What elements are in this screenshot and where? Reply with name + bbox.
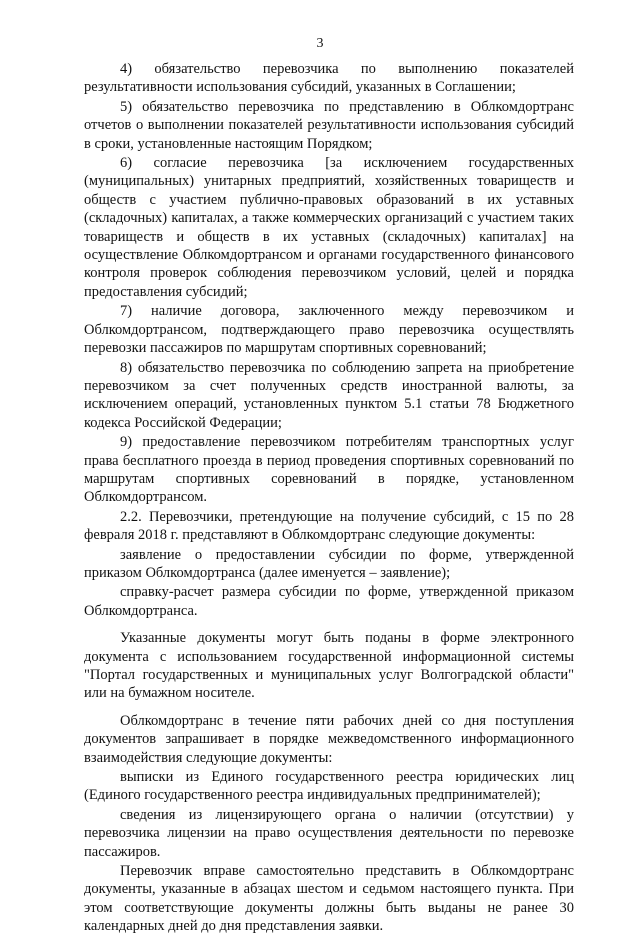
- paragraph-license-info: сведения из лицензирующего органа о наличии (отсутствии) у перевозчика лицензии на право осуществления деятельности по перевозке пассажиров.: [84, 806, 574, 860]
- paragraph-interagency-request: Облкомдортранс в течение пяти рабочих дней со дня поступления документов запрашивает в порядке межведомственного информационного взаимодействия следующие документы:: [84, 712, 574, 766]
- paragraph-item-7: 7) наличие договора, заключенного между перевозчиком и Облкомдортрансом, подтверждающего право перевозчика осуществлять перевозки пассажиров по маршрутам спортивных соревнований;: [84, 303, 574, 357]
- paragraph-item-4: 4) обязательство перевозчика по выполнению показателей результативности использования субсидий, указанных в Соглашении;: [84, 61, 574, 96]
- document-body: [84, 60, 574, 936]
- paragraph-item-9: 9) предоставление перевозчиком потребителям транспортных услуг права бесплатного проезда в период проведения спортивных соревнований по маршрутам спортивных соревнований в порядке, установленном Облкомдортрансом.: [84, 434, 574, 506]
- paragraph-application: заявление о предоставлении субсидии по форме, утвержденной приказом Облкомдортранса (далее именуется – заявление);: [84, 546, 574, 581]
- paragraph-section-2-2: 2.2. Перевозчики, претендующие на получение субсидий, с 15 по 28 февраля 2018 г. представляют в Облкомдортранс следующие документы:: [84, 508, 574, 544]
- paragraph-item-5: 5) обязательство перевозчика по представлению в Облкомдортранс отчетов о выполнении показателей результативности использования субсидий в сроки, установленные настоящим Порядком;: [84, 98, 574, 152]
- paragraph-item-8: 8) обязательство перевозчика по соблюдению запрета на приобретение перевозчиком за счет полученных средств иностранной валюты, за исключением операций, установленных пунктом 5.1 статьи 78 Бюджетного кодекса Российской Федерации;: [84, 359, 574, 431]
- paragraph-item-6: 6) согласие перевозчика [за исключением государственных (муниципальных) унитарных предприятий, хозяйственных товариществ и обществ с участием публично-правовых образований в их уставных (складочных) капиталах, а также коммерческих организаций с участием таких товариществ и обществ в их уставных (складочных) капиталах] на осуществление Облкомдортрансом и органами государственного финансового контроля проверок соблюдения перевозчиком условий, целей и порядка предоставления субсидий;: [84, 155, 574, 300]
- paragraph-calculation: справку-расчет размера субсидии по форме, утвержденной приказом Облкомдортранса.: [84, 584, 574, 619]
- paragraph-electronic-submission: Указанные документы могут быть поданы в форме электронного документа с использованием государственной информационной системы "Портал государственных и муниципальных услуг Волгоградской области" или на бумажном носителе.: [84, 630, 574, 702]
- page-number: 3: [316, 36, 324, 51]
- paragraph-carrier-right: Перевозчик вправе самостоятельно представить в Облкомдортранс документы, указанные в абзацах шестом и седьмом настоящего пункта. При этом соответствующие документы должны быть выданы не ранее 30 календарных дней до дня представления заявки.: [84, 863, 574, 935]
- paragraph-registry-extracts: выписки из Единого государственного реестра юридических лиц (Единого государственного реестра индивидуальных предпринимателей);: [84, 769, 574, 804]
